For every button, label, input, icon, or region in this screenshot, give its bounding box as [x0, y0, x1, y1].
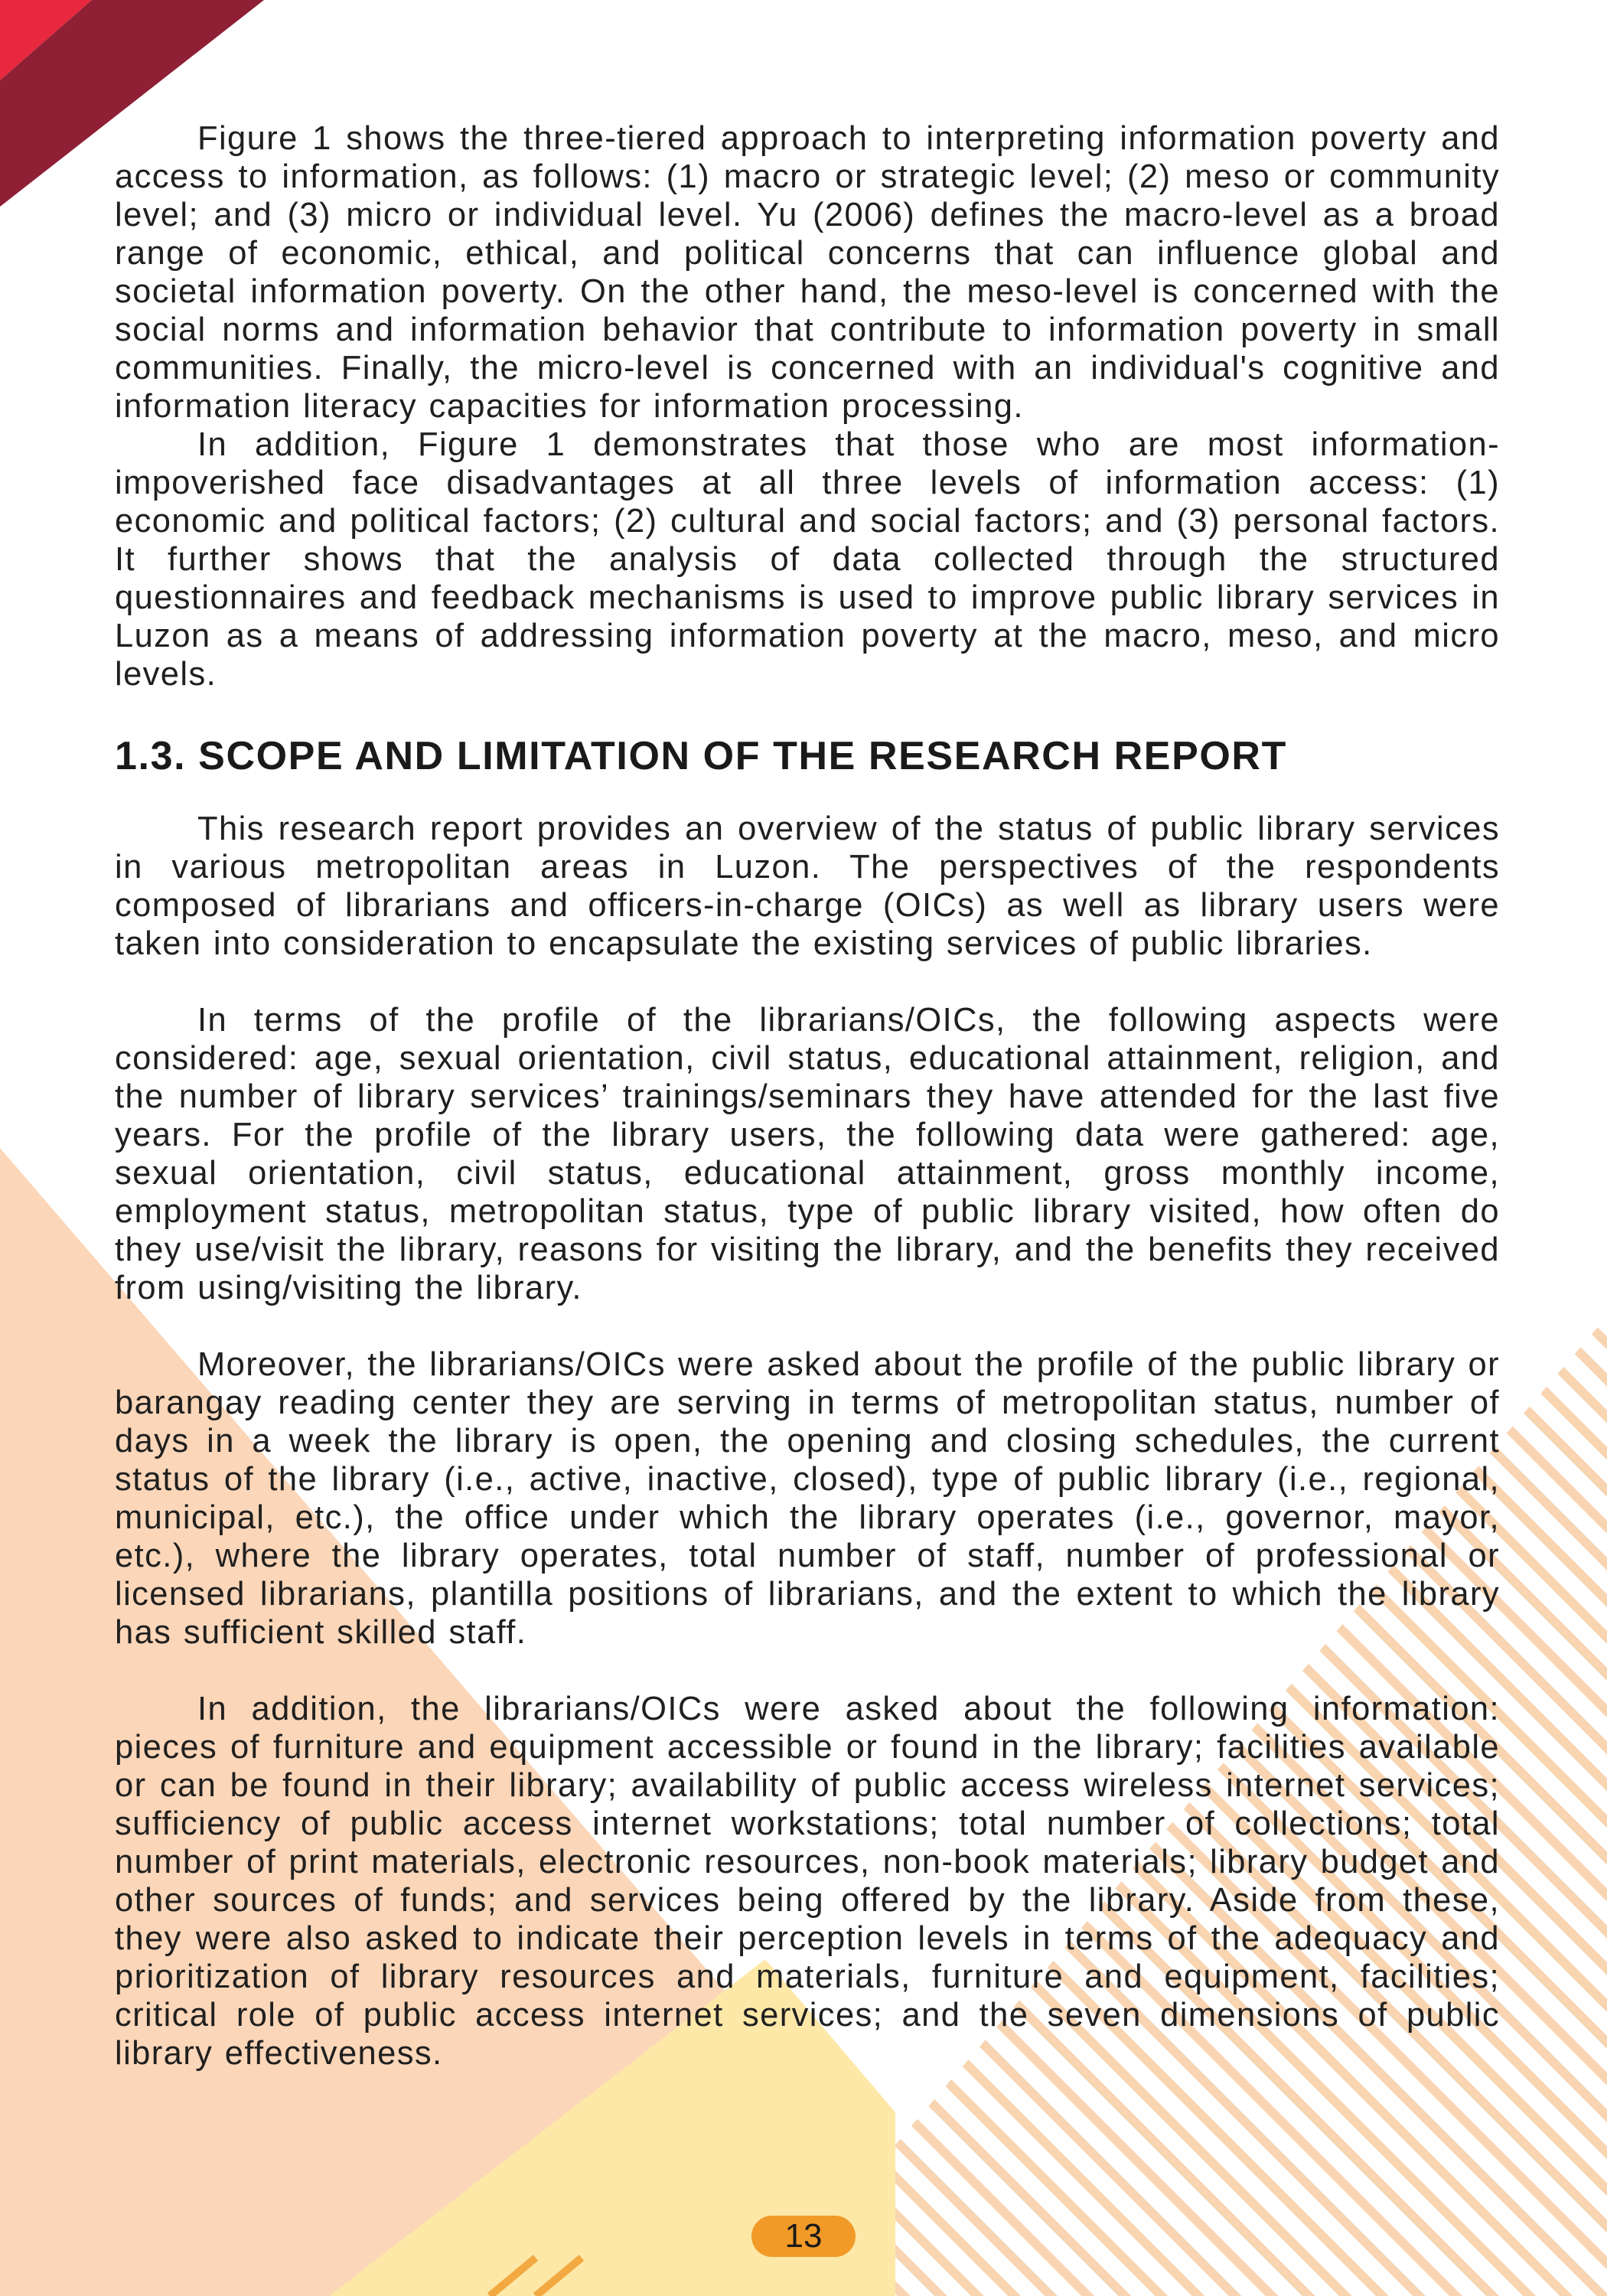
paragraph-figure-overview: Figure 1 shows the three-tiered approach to interpreting information poverty and access to information, as follows: (1) macro or strategic level; (2) meso or community level; and (3) micro or individual level. Yu (2006) defines the macro-level as a broad range of economic, ethical, and political concerns that can influence global and societal information poverty. On the other hand, the meso-level is concerned with the social norms and information behavior that contribute to information poverty in small communities. Finally, the micro-level is concerned with an individual's cognitive and information literacy capacities for information processing. [115, 120, 1500, 425]
paragraph-report-overview: This research report provides an overview of the status of public library services in various metropolitan areas in Luzon. The perspectives of the respondents composed of librarians and officers-in-charge (OICs) as well as library users were taken into consideration to encapsulate the existing services of public libraries. [115, 810, 1500, 962]
page-number: 13 [751, 2216, 856, 2257]
paragraph-additional-information: In addition, the librarians/OICs were asked about the following information: pieces of furniture and equipment accessible or found in the library; facilities available or can be found in their library; availability of public access wireless internet services; sufficiency of public access internet workstations; total number of collections; total number of print materials, electronic resources, non-book materials; library budget and other sources of funds; and services being offered by the library. Aside from these, they were also asked to indicate their perception levels in terms of the adequacy and prioritization of library resources and materials, furniture and equipment, facilities; critical role of public access internet services; and the seven dimensions of public library effectiveness. [115, 1691, 1500, 2072]
paragraph-library-profile: Moreover, the librarians/OICs were asked about the profile of the public library or barangay reading center they are serving in terms of metropolitan status, number of days in a week the library is open, the opening and closing schedules, the current status of the library (i.e., active, inactive, closed), type of public library (i.e., regional, municipal, etc.), the office under which the library operates (i.e., governor, mayor, etc.), where the library operates, total number of staff, number of professional or licensed librarians, plantilla positions of librarians, and the extent to which the library has sufficient skilled staff. [115, 1346, 1500, 1651]
paragraph-information-impoverished: In addition, Figure 1 demonstrates that those who are most information-impoverished face disadvantages at all three levels of information access: (1) economic and political factors; (2) cultural and social factors; and (3) personal factors. It further shows that the analysis of data collected through the structured questionnaires and feedback mechanisms is used to improve public library services in Luzon as a means of addressing information poverty at the macro, meso, and micro levels. [115, 426, 1500, 693]
page-content [115, 119, 1500, 2073]
section-heading: 1.3. SCOPE AND LIMITATION OF THE RESEARCH REPORT [115, 734, 1287, 778]
paragraph-profile-aspects: In terms of the profile of the librarians/OICs, the following aspects were considered: age, sexual orientation, civil status, educational attainment, religion, and the number of library services’ trainings/seminars they have attended for the last five years. For the profile of the library users, the following data were gathered: age, sexual orientation, civil status, educational attainment, gross monthly income, employment status, metropolitan status, type of public library visited, how often do they use/visit the library, reasons for visiting the library, and the benefits they received from using/visiting the library. [115, 1002, 1500, 1306]
